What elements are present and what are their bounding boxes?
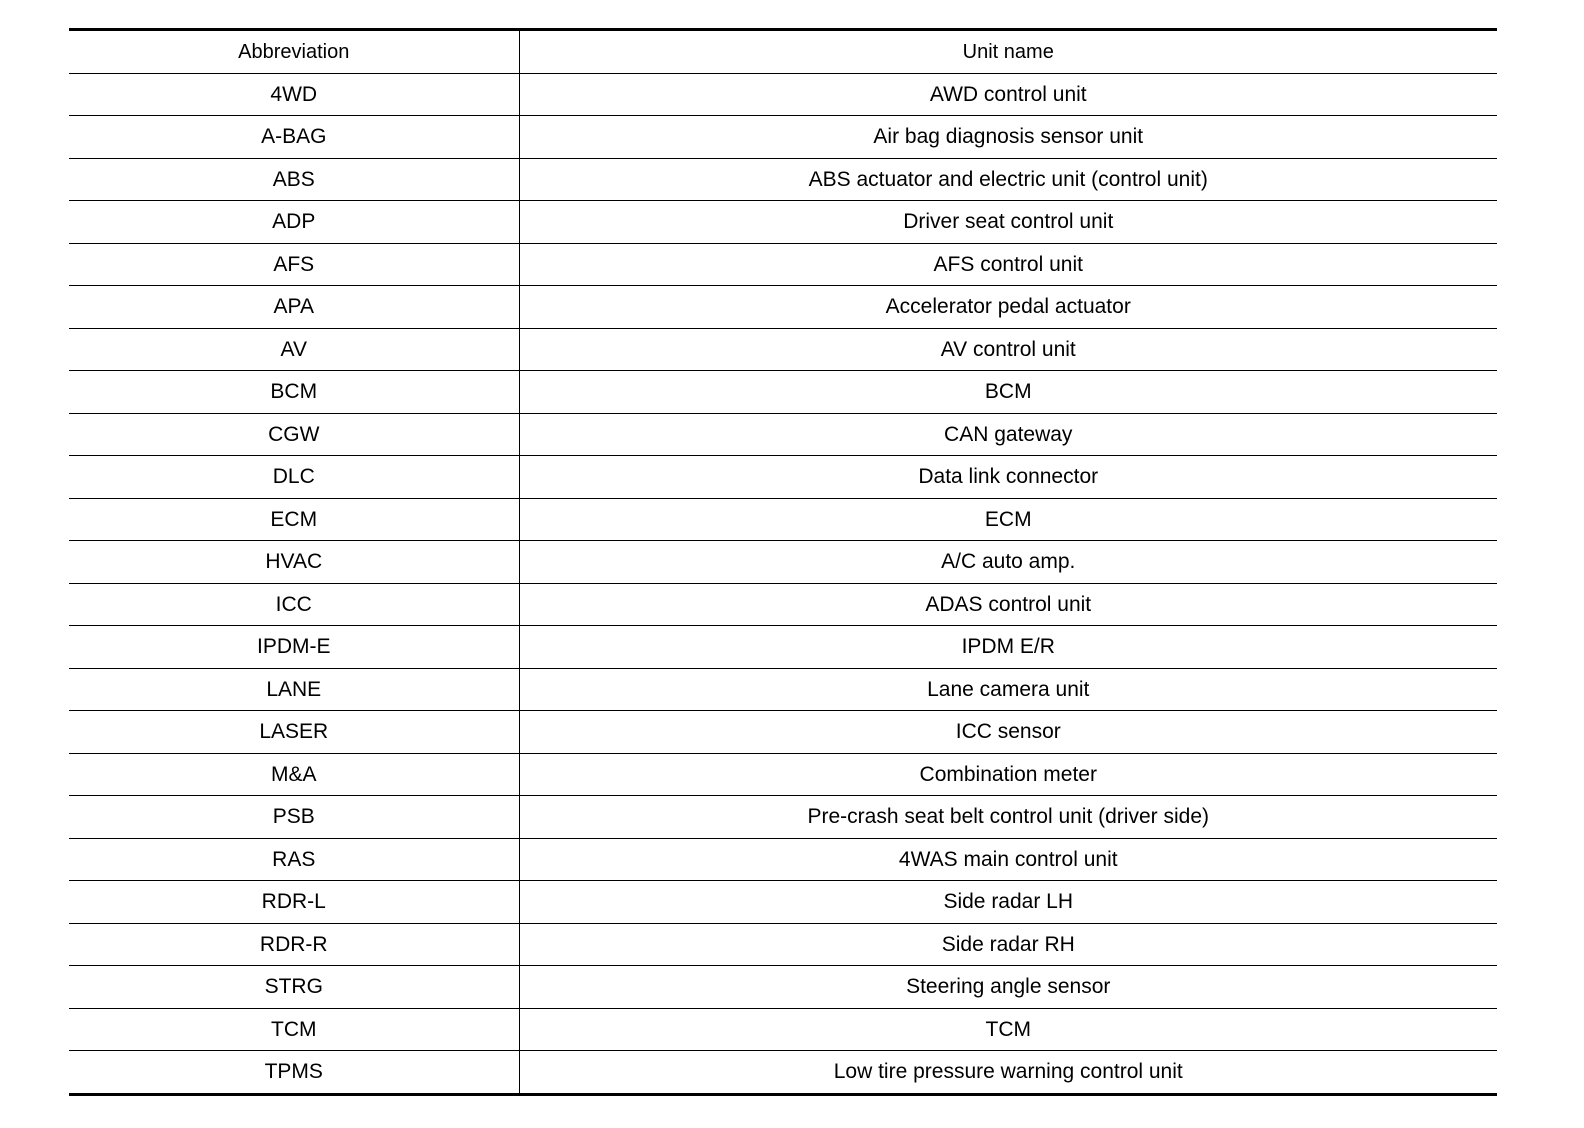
abbreviation-cell: ADP: [69, 201, 519, 244]
abbreviation-cell: ABS: [69, 158, 519, 201]
unit-name-cell: AFS control unit: [519, 243, 1497, 286]
abbreviation-cell: TCM: [69, 1008, 519, 1051]
unit-name-cell: Side radar LH: [519, 881, 1497, 924]
table-row: [69, 881, 1497, 924]
unit-name-cell: Pre-crash seat belt control unit (driver side): [519, 796, 1497, 839]
table-header-row: [69, 30, 1497, 74]
unit-name-cell: Low tire pressure warning control unit: [833, 1060, 1183, 1084]
unit-name-cell: Side radar RH: [519, 923, 1497, 966]
abbreviation-cell: ICC: [69, 583, 519, 626]
unit-name-cell: A/C auto amp.: [519, 541, 1497, 584]
abbreviation-cell: AV: [69, 328, 519, 371]
table-row: [69, 966, 1497, 1009]
unit-name-cell: Lane camera unit: [519, 668, 1497, 711]
unit-name-cell: BCM: [519, 371, 1497, 414]
unit-name-cell: Air bag diagnosis sensor unit: [519, 116, 1497, 159]
abbreviation-cell: LANE: [69, 668, 519, 711]
table-row: [69, 116, 1497, 159]
table-row: [69, 158, 1497, 201]
abbreviation-cell: RDR-L: [69, 881, 519, 924]
abbreviation-cell: DLC: [69, 456, 519, 499]
unit-name-cell: Data link connector: [519, 456, 1497, 499]
table-row: [69, 73, 1497, 116]
table-row: [69, 498, 1497, 541]
abbreviation-cell: APA: [69, 286, 519, 329]
abbreviation-cell: M&A: [69, 753, 519, 796]
abbreviation-cell: TPMS: [69, 1051, 519, 1095]
abbreviation-cell: A-BAG: [69, 116, 519, 159]
unit-name-cell: CAN gateway: [519, 413, 1497, 456]
unit-name-cell: ECM: [519, 498, 1497, 541]
table-row: [69, 541, 1497, 584]
table-body: [69, 73, 1497, 1094]
header-abbreviation: Abbreviation: [69, 30, 519, 74]
table-row: [69, 583, 1497, 626]
table-row: [69, 626, 1497, 669]
abbreviation-cell: 4WD: [69, 73, 519, 116]
unit-name-cell: Driver seat control unit: [519, 201, 1497, 244]
abbreviation-cell: RAS: [69, 838, 519, 881]
abbreviation-cell: ECM: [69, 498, 519, 541]
table-row: [69, 838, 1497, 881]
unit-name-cell: Combination meter: [519, 753, 1497, 796]
unit-name-cell: IPDM E/R: [519, 626, 1497, 669]
unit-name-cell: TCM: [519, 1008, 1497, 1051]
unit-name-cell: AWD control unit: [519, 73, 1497, 116]
table-row: [69, 328, 1497, 371]
unit-name-cell: ABS actuator and electric unit (control unit): [519, 158, 1497, 201]
unit-name-cell: Steering angle sensor: [519, 966, 1497, 1009]
unit-name-cell: ICC sensor: [519, 711, 1497, 754]
abbreviation-cell: RDR-R: [69, 923, 519, 966]
table-row: [69, 286, 1497, 329]
table-row: [69, 413, 1497, 456]
table-row: [69, 923, 1497, 966]
table-row: [69, 796, 1497, 839]
table-row: [69, 753, 1497, 796]
abbreviation-cell: BCM: [69, 371, 519, 414]
unit-name-cell: AV control unit: [519, 328, 1497, 371]
abbreviation-cell: PSB: [69, 796, 519, 839]
unit-name-cell: ADAS control unit: [519, 583, 1497, 626]
abbreviation-table: [69, 28, 1497, 1096]
table-row: [69, 456, 1497, 499]
header-unit-name: Unit name: [519, 30, 1497, 74]
abbreviation-cell: CGW: [69, 413, 519, 456]
table-row: [69, 1008, 1497, 1051]
unit-name-cell: Accelerator pedal actuator: [519, 286, 1497, 329]
table-row: [69, 243, 1497, 286]
table-row: [69, 201, 1497, 244]
table-row: [69, 1051, 1497, 1095]
abbreviation-cell: AFS: [69, 243, 519, 286]
unit-name-cell: 4WAS main control unit: [519, 838, 1497, 881]
table-row: [69, 711, 1497, 754]
abbreviation-cell: IPDM-E: [69, 626, 519, 669]
abbreviation-cell: HVAC: [69, 541, 519, 584]
table-row: [69, 668, 1497, 711]
abbreviation-cell: LASER: [69, 711, 519, 754]
table-row: [69, 371, 1497, 414]
abbreviation-cell: STRG: [69, 966, 519, 1009]
